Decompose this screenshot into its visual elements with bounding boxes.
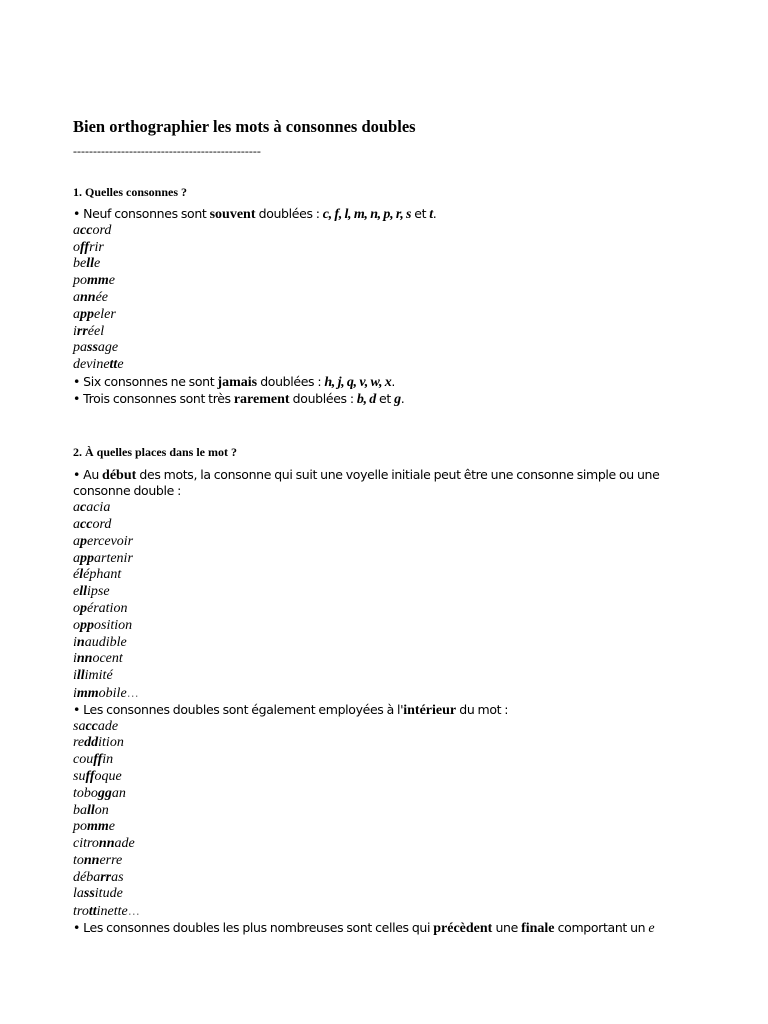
word-part: o	[73, 617, 80, 633]
bullet-text: • Les consonnes doubles sont également employées à l'	[73, 701, 404, 717]
bullet-text: .	[432, 206, 437, 221]
word-consonant: nn	[83, 852, 100, 868]
example-word	[73, 340, 713, 357]
example-word	[73, 223, 713, 240]
section-1-heading: 1. Quelles consonnes ?	[73, 185, 188, 199]
word-consonant: p	[80, 600, 87, 616]
word-part: e	[117, 357, 124, 373]
word-part: on	[94, 802, 109, 818]
word-part: a	[73, 500, 80, 516]
section-2-bullet-2	[73, 702, 713, 719]
word-part: a	[73, 222, 80, 238]
word-part: inette	[96, 904, 128, 920]
word-part: ée	[95, 289, 109, 305]
bullet-text: une	[492, 920, 522, 936]
word-consonant: rr	[100, 869, 112, 885]
word-part: déba	[73, 869, 101, 885]
bullet-text: comportant un	[554, 920, 649, 936]
bullet-text: .	[400, 390, 405, 406]
word-part: po	[73, 819, 87, 835]
word-consonant: cc	[80, 222, 93, 238]
example-word	[73, 324, 713, 341]
separator-line: -----------------------------------------------	[73, 144, 261, 158]
word-part: tobo	[73, 785, 98, 801]
example-word	[73, 567, 713, 584]
bullet-text: • Trois consonnes sont très	[73, 390, 234, 406]
word-part: é	[73, 567, 80, 583]
word-part: ition	[98, 735, 124, 751]
example-word	[73, 500, 713, 517]
word-consonant: ff	[80, 239, 90, 255]
word-consonant: ll	[86, 256, 94, 272]
word-part: re	[73, 735, 85, 751]
example-word	[73, 870, 713, 887]
letter: t	[429, 207, 433, 222]
word-part: audible	[84, 634, 127, 650]
section-2-heading: 2. À quelles places dans le mot ?	[73, 444, 238, 459]
bullet-text: doublées :	[289, 390, 357, 406]
word-part: su	[73, 768, 86, 784]
word-consonant: tt	[88, 904, 97, 920]
example-word	[73, 769, 713, 786]
word-consonant: p	[80, 533, 87, 549]
example-word	[73, 853, 713, 870]
word-consonant: cc	[80, 516, 93, 532]
ellipsis: …	[126, 685, 139, 700]
word-consonant: ss	[83, 886, 95, 902]
word-part: ération	[87, 600, 128, 616]
bullet-text: des mots, la consonne qui suit une voyelle initiale peut être une consonne simple ou une	[136, 466, 660, 482]
word-consonant: mm	[87, 273, 109, 289]
example-word	[73, 618, 713, 635]
example-word	[73, 903, 713, 920]
word-part: po	[73, 273, 87, 289]
word-part: artenir	[94, 550, 133, 566]
word-consonant: mm	[87, 819, 109, 835]
bullet-text: doublées :	[255, 206, 323, 221]
word-part: a	[73, 306, 80, 322]
word-part: pa	[73, 340, 87, 356]
example-word	[73, 635, 713, 652]
example-word	[73, 601, 713, 618]
word-consonant: gg	[97, 785, 112, 801]
word-consonant: c	[80, 500, 87, 516]
word-consonant: dd	[84, 735, 99, 751]
word-part: ocent	[92, 651, 123, 667]
word-part: a	[73, 550, 80, 566]
bullet-text: doublées :	[257, 373, 325, 389]
section-2-bullet-3	[73, 920, 713, 937]
word-part: e	[108, 273, 115, 289]
word-part: éphant	[83, 567, 122, 583]
letters: c, f, l, m, n, p, r, s	[322, 207, 412, 222]
word-consonant: nn	[98, 836, 115, 852]
keyword: finale	[521, 921, 555, 937]
word-part: acia	[86, 500, 111, 516]
word-part: a	[73, 289, 80, 305]
word-part: erre	[99, 852, 123, 868]
word-consonant: nn	[76, 651, 93, 667]
word-part: eler	[94, 306, 116, 322]
word-part: rir	[89, 239, 104, 255]
word-part: i	[73, 668, 77, 684]
word-part: a	[73, 533, 80, 549]
word-part: e	[73, 584, 80, 600]
word-part: ade	[97, 718, 119, 734]
example-word	[73, 685, 713, 702]
word-part: an	[111, 785, 126, 801]
section-2	[73, 444, 713, 937]
keyword: souvent	[209, 207, 256, 222]
word-consonant: pp	[80, 550, 94, 566]
example-word	[73, 551, 713, 568]
section-2-bullet-1-continued: consonne double :	[73, 483, 181, 499]
bullet-text: .	[391, 373, 396, 389]
bullet-text: et	[375, 390, 395, 406]
word-part: as	[111, 869, 124, 885]
word-part: sa	[73, 718, 86, 734]
word-consonant: l	[79, 567, 84, 583]
example-word	[73, 886, 713, 903]
word-part: citro	[73, 836, 99, 852]
example-word	[73, 307, 713, 324]
section-1-bullet-1	[73, 206, 713, 223]
keyword: précèdent	[433, 921, 493, 937]
word-consonant: ss	[87, 340, 98, 356]
bullet-text: • Neuf consonnes sont	[73, 206, 210, 221]
word-consonant: tt	[109, 357, 118, 373]
example-word	[73, 273, 713, 290]
word-part: a	[73, 516, 80, 532]
word-part: ba	[73, 802, 87, 818]
section-1	[73, 184, 713, 408]
example-word	[73, 256, 713, 273]
example-list	[73, 500, 713, 702]
example-word	[73, 735, 713, 752]
word-consonant: ll	[79, 584, 87, 600]
word-consonant: ll	[76, 668, 85, 684]
bullet-text: du mot :	[456, 701, 509, 717]
word-part: devine	[73, 357, 110, 373]
document-page	[73, 114, 713, 937]
word-part: o	[73, 600, 80, 616]
bullet-text: • Six consonnes ne sont	[73, 373, 218, 389]
example-word	[73, 836, 713, 853]
letter: g	[394, 391, 401, 407]
word-part: i	[73, 634, 77, 650]
word-part: oque	[94, 768, 122, 784]
word-consonant: cc	[85, 718, 98, 734]
example-word	[73, 517, 713, 534]
word-consonant: ll	[87, 802, 95, 818]
letter: e	[648, 921, 655, 937]
word-part: ade	[114, 836, 135, 852]
word-part: in	[102, 752, 114, 768]
keyword: début	[102, 467, 137, 483]
word-part: itude	[94, 886, 123, 902]
word-part: tro	[73, 904, 89, 920]
example-word	[73, 534, 713, 551]
word-part: i	[73, 685, 77, 701]
keyword: jamais	[217, 374, 258, 390]
example-word	[73, 786, 713, 803]
example-word	[73, 719, 713, 736]
word-consonant: nn	[80, 289, 96, 305]
word-part: e	[94, 256, 101, 272]
word-part: la	[73, 886, 84, 902]
example-word	[73, 240, 713, 257]
example-word	[73, 651, 713, 668]
word-part: i	[73, 323, 77, 339]
word-consonant: mm	[76, 685, 99, 701]
word-part: osition	[94, 617, 133, 633]
word-consonant: pp	[80, 306, 94, 322]
bullet-text: • Les consonnes doubles les plus nombreuses sont celles qui	[73, 920, 434, 936]
word-consonant: n	[76, 634, 85, 650]
bullet-text: • Au	[73, 466, 103, 482]
word-part: to	[73, 852, 84, 868]
example-word	[73, 357, 713, 374]
letters: b, d	[356, 391, 376, 407]
example-word	[73, 668, 713, 685]
word-part: ord	[92, 222, 112, 238]
letters: h, j, q, v, w, x	[324, 374, 392, 390]
word-part: imité	[84, 668, 113, 684]
word-part: o	[73, 239, 80, 255]
word-consonant: ff	[93, 752, 103, 768]
word-part: obile	[98, 685, 127, 701]
example-word	[73, 290, 713, 307]
section-1-bullet-3	[73, 391, 713, 408]
word-part: i	[73, 651, 77, 667]
keyword: rarement	[233, 391, 290, 407]
word-consonant: pp	[80, 617, 94, 633]
example-list	[73, 719, 713, 921]
document-title: Bien orthographier les mots à consonnes doubles	[73, 117, 416, 136]
word-part: be	[73, 256, 87, 272]
example-word	[73, 819, 713, 836]
word-consonant: ff	[85, 768, 95, 784]
word-part: cou	[73, 752, 94, 768]
example-word	[73, 584, 713, 601]
example-word	[73, 803, 713, 820]
word-part: ipse	[87, 584, 110, 600]
ellipsis: …	[127, 904, 140, 919]
section-1-bullet-2	[73, 374, 713, 391]
example-list	[73, 223, 713, 374]
word-part: e	[108, 819, 115, 835]
word-part: ercevoir	[87, 533, 134, 549]
section-2-bullet-1	[73, 467, 713, 484]
word-part: ord	[92, 516, 112, 532]
word-part: age	[97, 340, 119, 356]
word-consonant: rr	[76, 323, 88, 339]
word-part: éel	[87, 323, 105, 339]
keyword: intérieur	[403, 702, 457, 718]
bullet-text: et	[411, 206, 430, 221]
example-word	[73, 752, 713, 769]
